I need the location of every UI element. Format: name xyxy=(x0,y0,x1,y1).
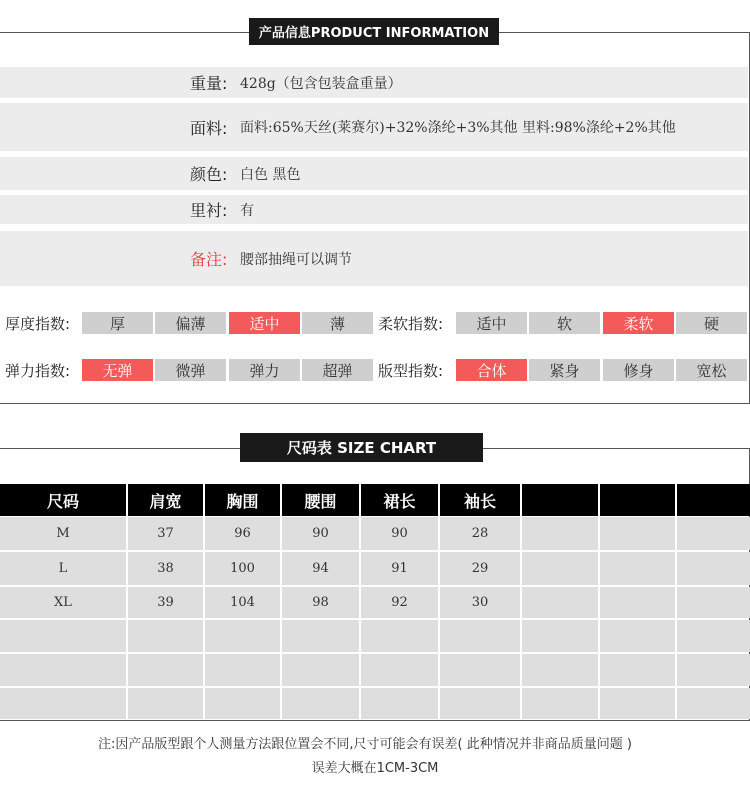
size-cell-extra-2 xyxy=(600,688,675,719)
error-range-note: 误差大概在1CM-3CM xyxy=(311,761,439,776)
size-cell-chest xyxy=(205,688,280,719)
size-cell-waist: 98 xyxy=(282,587,359,618)
size-cell-size: M xyxy=(0,517,126,550)
size-header-size: 尺码 xyxy=(0,484,126,516)
size-cell-shoulder xyxy=(128,654,203,686)
size-cell-skirt-length xyxy=(361,688,438,719)
size-cell-extra-3 xyxy=(677,552,750,585)
fit-option-loose: 宽松 xyxy=(676,359,747,381)
measurement-note: 注:因产品版型跟个人测量方法跟位置会不同,尺寸可能会有误差( 此种情况并非商品质量问题 ) xyxy=(98,737,632,752)
softness-index-label: 柔软指数: xyxy=(378,315,444,333)
size-header-shoulder: 肩宽 xyxy=(128,484,203,516)
size-cell-extra-2 xyxy=(600,587,675,618)
fit-option-regular: 合体 xyxy=(456,359,527,381)
size-header-extra-3 xyxy=(677,484,750,516)
size-cell-sleeve-length xyxy=(440,620,520,652)
size-cell-skirt-length: 92 xyxy=(361,587,438,618)
lining-value: 有 xyxy=(240,202,254,219)
size-chart-title: 尺码表 SIZE CHART xyxy=(240,433,483,462)
product-info-title: 产品信息PRODUCT INFORMATION xyxy=(249,18,499,45)
size-cell-extra-1 xyxy=(522,688,598,719)
softness-option-medium: 适中 xyxy=(456,312,527,334)
elasticity-index-label: 弹力指数: xyxy=(5,362,71,380)
size-cell-extra-3 xyxy=(677,654,750,686)
size-header-extra-1 xyxy=(522,484,598,516)
weight-value: 428g（包含包装盒重量） xyxy=(240,75,402,92)
softness-option-soft: 软 xyxy=(529,312,600,334)
size-header-sleeve-length: 袖长 xyxy=(440,484,520,516)
size-cell-extra-2 xyxy=(600,517,675,550)
size-cell-size xyxy=(0,620,126,652)
size-header-chest: 胸围 xyxy=(205,484,280,516)
fabric-label: 面料: xyxy=(190,118,228,138)
lining-label: 里衬: xyxy=(190,201,228,220)
size-cell-size: L xyxy=(0,552,126,585)
softness-option-hard: 硬 xyxy=(676,312,747,334)
size-cell-chest xyxy=(205,654,280,686)
note-value: 腰部抽绳可以调节 xyxy=(240,251,352,268)
size-cell-extra-3 xyxy=(677,688,750,719)
color-value: 白色 黑色 xyxy=(240,166,301,183)
elasticity-option-none: 无弹 xyxy=(82,359,153,381)
info-row-lining xyxy=(0,195,748,224)
thickness-option-thin-ish: 偏薄 xyxy=(155,312,226,334)
size-cell-shoulder: 39 xyxy=(128,587,203,618)
color-label: 颜色: xyxy=(190,165,228,184)
softness-option-very-soft: 柔软 xyxy=(603,312,674,334)
fit-index-label: 版型指数: xyxy=(378,362,444,380)
thickness-option-thick: 厚 xyxy=(82,312,153,334)
thickness-index-label: 厚度指数: xyxy=(5,315,71,333)
size-header-skirt-length: 裙长 xyxy=(361,484,438,516)
fit-option-slim: 修身 xyxy=(603,359,674,381)
size-cell-sleeve-length xyxy=(440,654,520,686)
size-cell-extra-1 xyxy=(522,587,598,618)
size-cell-extra-1 xyxy=(522,620,598,652)
size-cell-chest xyxy=(205,620,280,652)
size-cell-shoulder: 37 xyxy=(128,517,203,550)
weight-label: 重量: xyxy=(190,74,228,93)
size-cell-waist xyxy=(282,620,359,652)
info-row-weight xyxy=(0,67,748,98)
size-cell-sleeve-length: 28 xyxy=(440,517,520,550)
thickness-option-thin: 薄 xyxy=(302,312,373,334)
size-cell-extra-3 xyxy=(677,587,750,618)
fabric-value: 面料:65%天丝(莱赛尔)+32%涤纶+3%其他 里料:98%涤纶+2%其他 xyxy=(240,120,676,136)
size-cell-extra-3 xyxy=(677,517,750,550)
size-cell-shoulder xyxy=(128,688,203,719)
elasticity-option-elastic: 弹力 xyxy=(229,359,300,381)
size-cell-waist: 90 xyxy=(282,517,359,550)
size-cell-chest: 100 xyxy=(205,552,280,585)
size-cell-size xyxy=(0,654,126,686)
size-cell-extra-1 xyxy=(522,654,598,686)
size-cell-waist: 94 xyxy=(282,552,359,585)
size-cell-extra-2 xyxy=(600,620,675,652)
elasticity-option-slight: 微弹 xyxy=(155,359,226,381)
size-cell-waist xyxy=(282,654,359,686)
size-cell-extra-2 xyxy=(600,552,675,585)
size-cell-size xyxy=(0,688,126,719)
size-cell-extra-1 xyxy=(522,552,598,585)
size-cell-skirt-length: 90 xyxy=(361,517,438,550)
size-header-extra-2 xyxy=(600,484,675,516)
fit-option-tight: 紧身 xyxy=(529,359,600,381)
note-label: 备注: xyxy=(190,250,228,269)
thickness-option-medium: 适中 xyxy=(229,312,300,334)
size-cell-shoulder xyxy=(128,620,203,652)
size-cell-chest: 96 xyxy=(205,517,280,550)
size-cell-waist xyxy=(282,688,359,719)
size-cell-extra-3 xyxy=(677,620,750,652)
info-row-note xyxy=(0,231,748,286)
info-row-color xyxy=(0,157,748,190)
size-cell-sleeve-length: 30 xyxy=(440,587,520,618)
size-cell-skirt-length: 91 xyxy=(361,552,438,585)
size-cell-extra-2 xyxy=(600,654,675,686)
size-cell-chest: 104 xyxy=(205,587,280,618)
size-cell-size: XL xyxy=(0,587,126,618)
size-cell-extra-1 xyxy=(522,517,598,550)
size-cell-sleeve-length xyxy=(440,688,520,719)
info-row-fabric xyxy=(0,103,748,151)
elasticity-option-super: 超弹 xyxy=(302,359,373,381)
size-cell-sleeve-length: 29 xyxy=(440,552,520,585)
size-cell-skirt-length xyxy=(361,620,438,652)
size-cell-skirt-length xyxy=(361,654,438,686)
size-cell-shoulder: 38 xyxy=(128,552,203,585)
size-header-waist: 腰围 xyxy=(282,484,359,516)
